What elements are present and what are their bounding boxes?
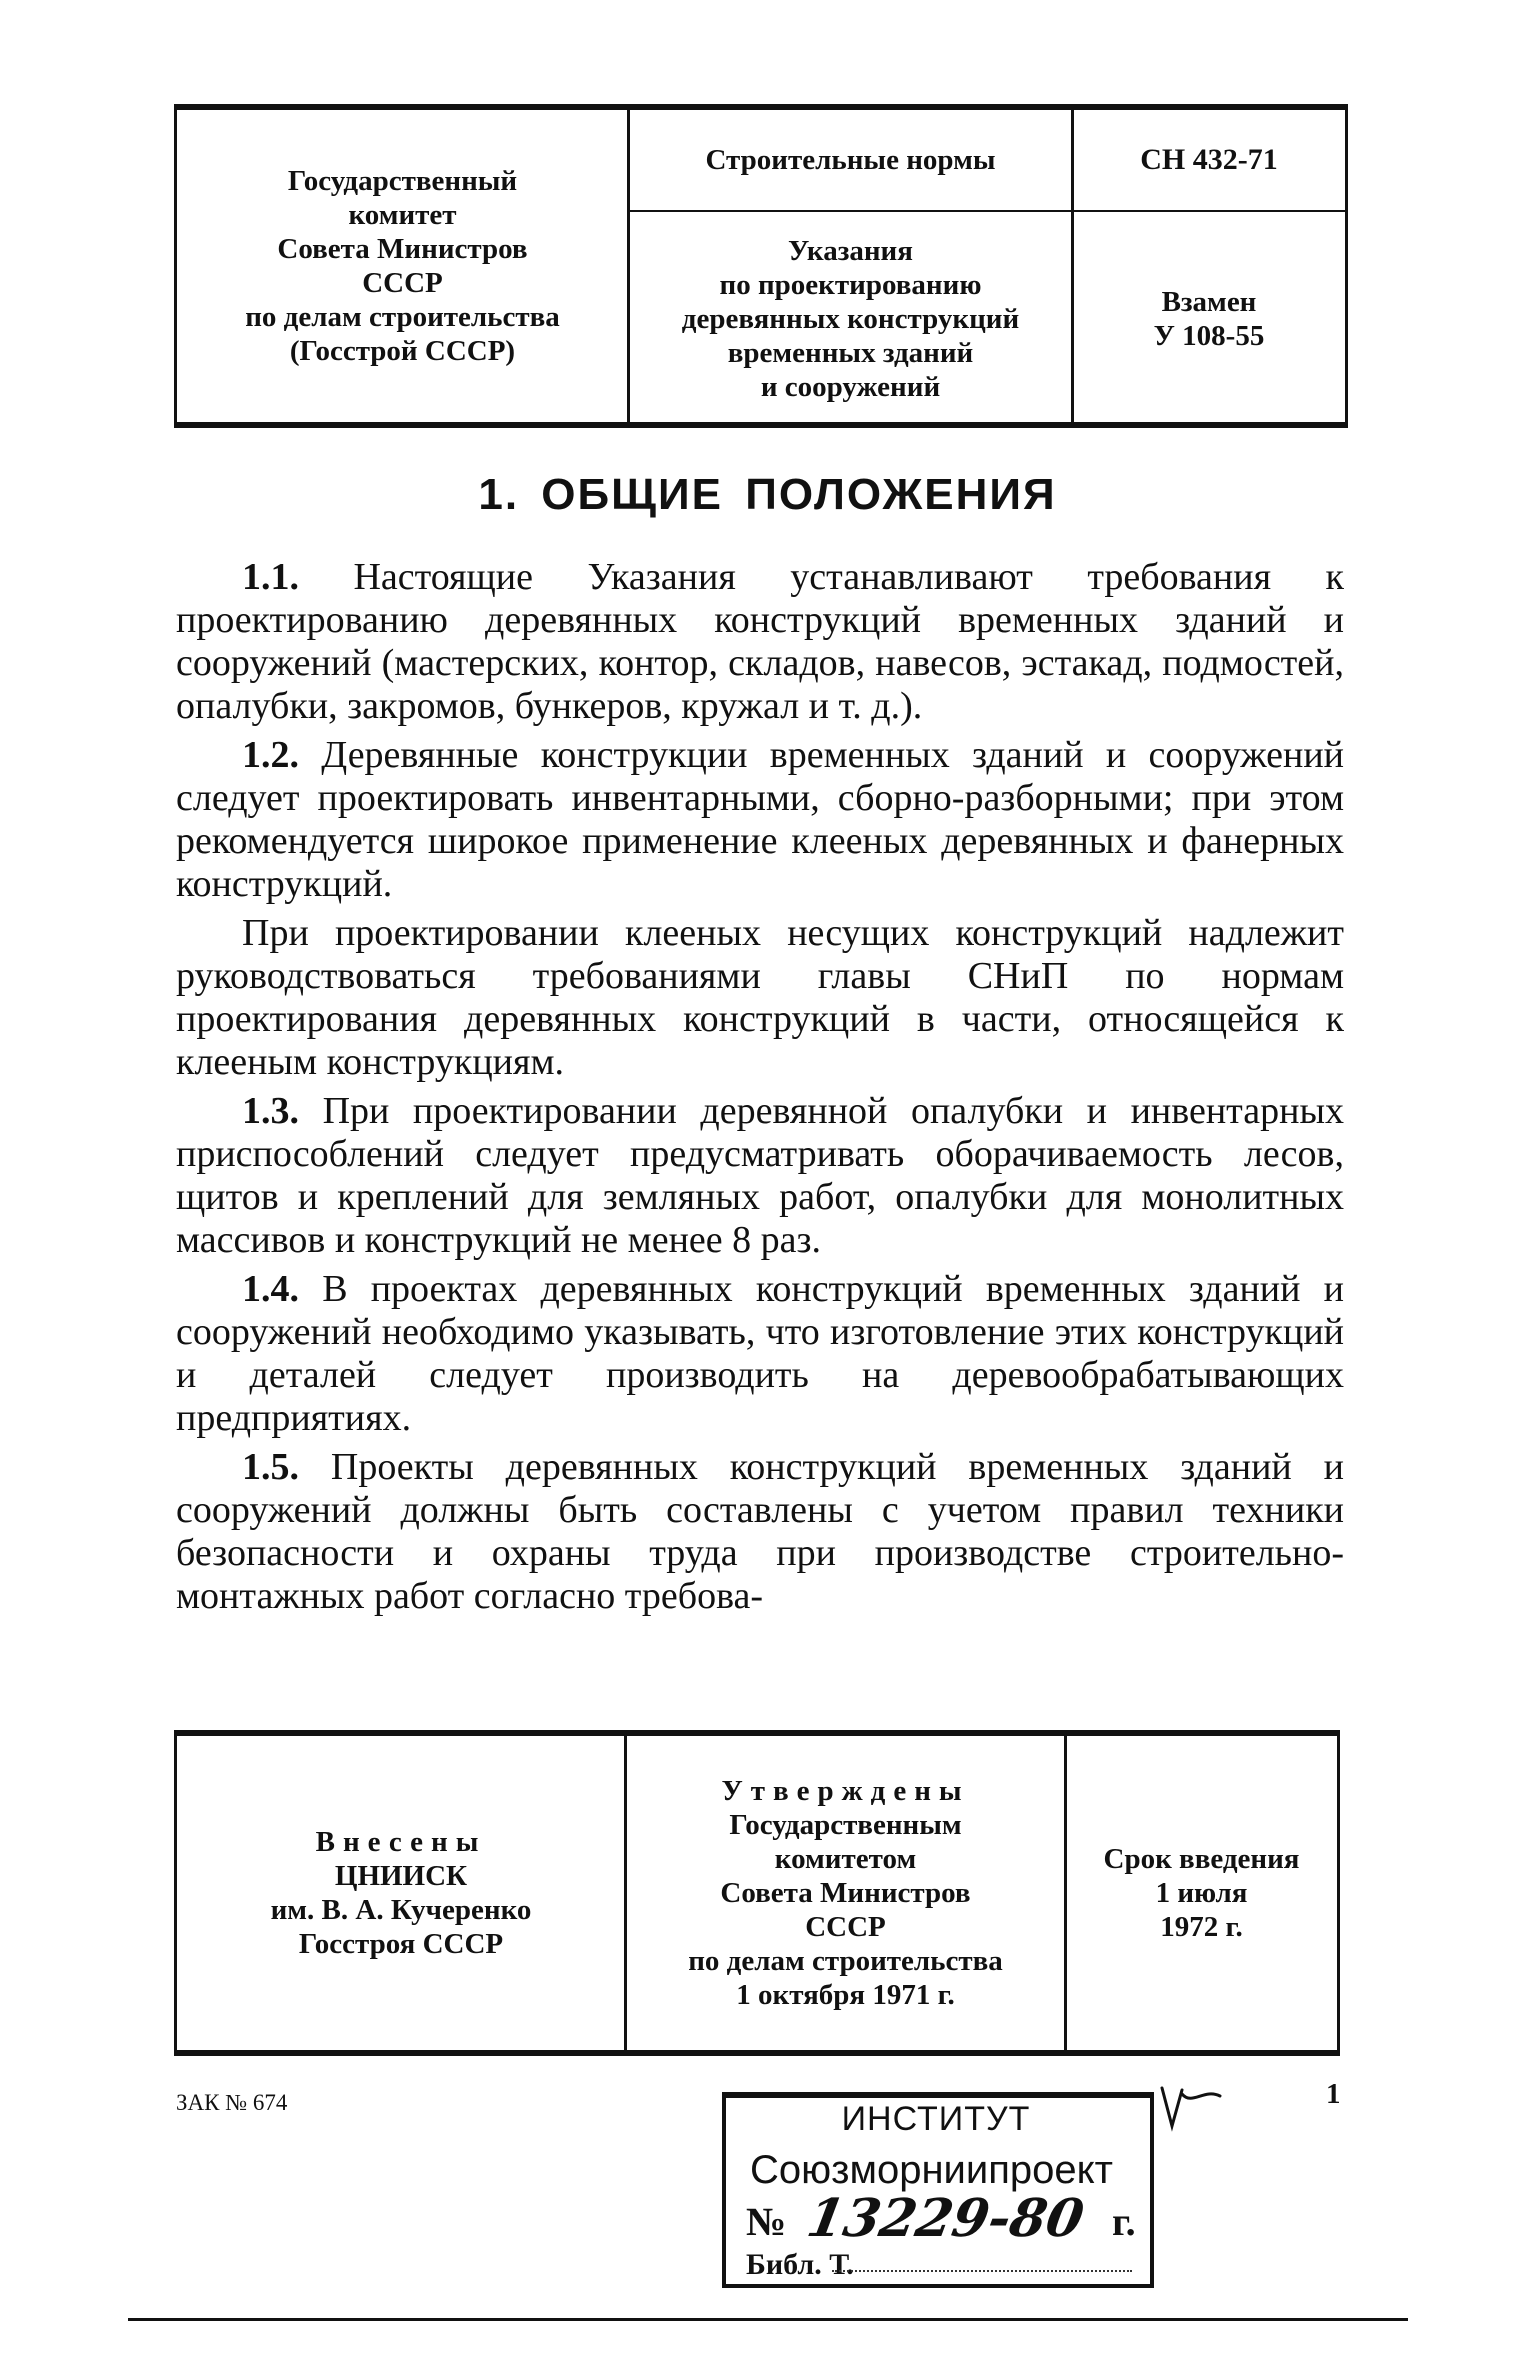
approved-by: Государственным комитетом Совета Министров СССР по делам строительства 1 октября 1971 г.: [688, 1809, 1003, 2011]
paragraph-1-2: [176, 734, 1344, 906]
paragraph-1-4: [176, 1268, 1344, 1440]
document-code: СН 432-71: [1140, 143, 1278, 176]
footer-table: [174, 1730, 1340, 2056]
paragraph-1-5: [176, 1446, 1344, 1618]
stamp-handwritten-number: 13229-80: [802, 2188, 1089, 2249]
stamp-number-suffix: г.: [1112, 2199, 1136, 2244]
body-text: [176, 556, 1344, 1624]
paragraph-number: 1.5.: [242, 1446, 299, 1488]
stamp-dotted-line: [832, 2270, 1132, 2272]
table-row-divider: [630, 210, 1348, 212]
stamp-library: Библ. Т.: [746, 2248, 854, 2281]
table-border-left: [174, 110, 177, 422]
table-border-left: [174, 1736, 177, 2050]
paragraph-1-2-cont: [176, 912, 1344, 1084]
order-code: ЗАК № 674: [176, 2090, 288, 2115]
table-border-right: [1337, 1736, 1340, 2050]
paragraph-text: Деревянные конструкции временных зданий и сооружений следует проектировать инвентарными, сборно-разборными; при этом рекомендуется широкое применение клееных деревянных и фанерных конструкций.: [176, 734, 1344, 905]
page-number: 1: [1326, 2078, 1341, 2110]
table-border-right: [1345, 110, 1348, 422]
paragraph-1-3: [176, 1090, 1344, 1262]
paragraph-1-1: [176, 556, 1344, 728]
paragraph-number: 1.2.: [242, 734, 299, 776]
paragraph-number: 1.4.: [242, 1268, 299, 1310]
approved-label: Утверждены: [721, 1775, 970, 1807]
paragraph-text: При проектировании деревянной опалубки и инвентарных приспособлений следует предусматривать оборачиваемость лесов, щитов и креплений для земляных работ, опалубки для монолитных массивов и конструкций не менее 8 раз.: [176, 1090, 1344, 1261]
check-mark-icon: [1158, 2082, 1224, 2132]
replaces-note: Взамен У 108-55: [1153, 286, 1265, 352]
issuing-authority: Государственный комитет Совета Министров СССР по делам строительства (Госстрой СССР): [245, 165, 560, 367]
document-type: Строительные нормы: [705, 144, 996, 176]
table-bottom-rule: [174, 422, 1348, 428]
introduced-by: ЦНИИСК им. В. А. Кучеренко Госстроя СССР: [270, 1860, 532, 1960]
bottom-rule: [128, 2318, 1408, 2321]
paragraph-text: При проектировании клееных несущих конструкций надлежит руководствоваться требованиями главы СНиП по нормам проектирования деревянных конструкций в части, относящейся к клееным конструкциям.: [176, 912, 1344, 1083]
introduced-label: Внесены: [315, 1826, 487, 1858]
stamp-institute: ИНСТИТУТ: [841, 2100, 1031, 2138]
header-table: [174, 104, 1348, 428]
section-heading: 1. ОБЩИЕ ПОЛОЖЕНИЯ: [478, 470, 1057, 519]
table-bottom-rule: [174, 2050, 1340, 2056]
paragraph-number: 1.3.: [242, 1090, 299, 1132]
document-title: Указания по проектированию деревянных конструкций временных зданий и сооружений: [681, 235, 1020, 403]
stamp-number-prefix: №: [746, 2199, 787, 2244]
handwritten-check-mark: [1158, 2082, 1224, 2137]
paragraph-text: Проекты деревянных конструкций временных зданий и сооружений должны быть составлены с учетом правил техники безопасности и охраны труда при производстве строительно-монтажных работ согласно требова-: [176, 1446, 1344, 1617]
library-stamp: [722, 2080, 1150, 2284]
paragraph-number: 1.1.: [242, 556, 299, 598]
effective-date: Срок введения 1 июля 1972 г.: [1103, 1843, 1300, 1943]
stamp-organization: Союзморниипроект: [750, 2148, 1113, 2192]
introduced-cell: [178, 1736, 624, 2050]
paragraph-text: Настоящие Указания устанавливают требования к проектированию деревянных конструкций временных зданий и сооружений (мастерских, контор, складов, навесов, эстакад, подмостей, опалубки, закромов, бункеров, кружал и т. д.).: [176, 556, 1344, 727]
approved-cell: [627, 1736, 1064, 2050]
paragraph-text: В проектах деревянных конструкций временных зданий и сооружений необходимо указывать, что изготовление этих конструкций и деталей следует производить на деревообрабатывающих предприятиях.: [176, 1268, 1344, 1439]
